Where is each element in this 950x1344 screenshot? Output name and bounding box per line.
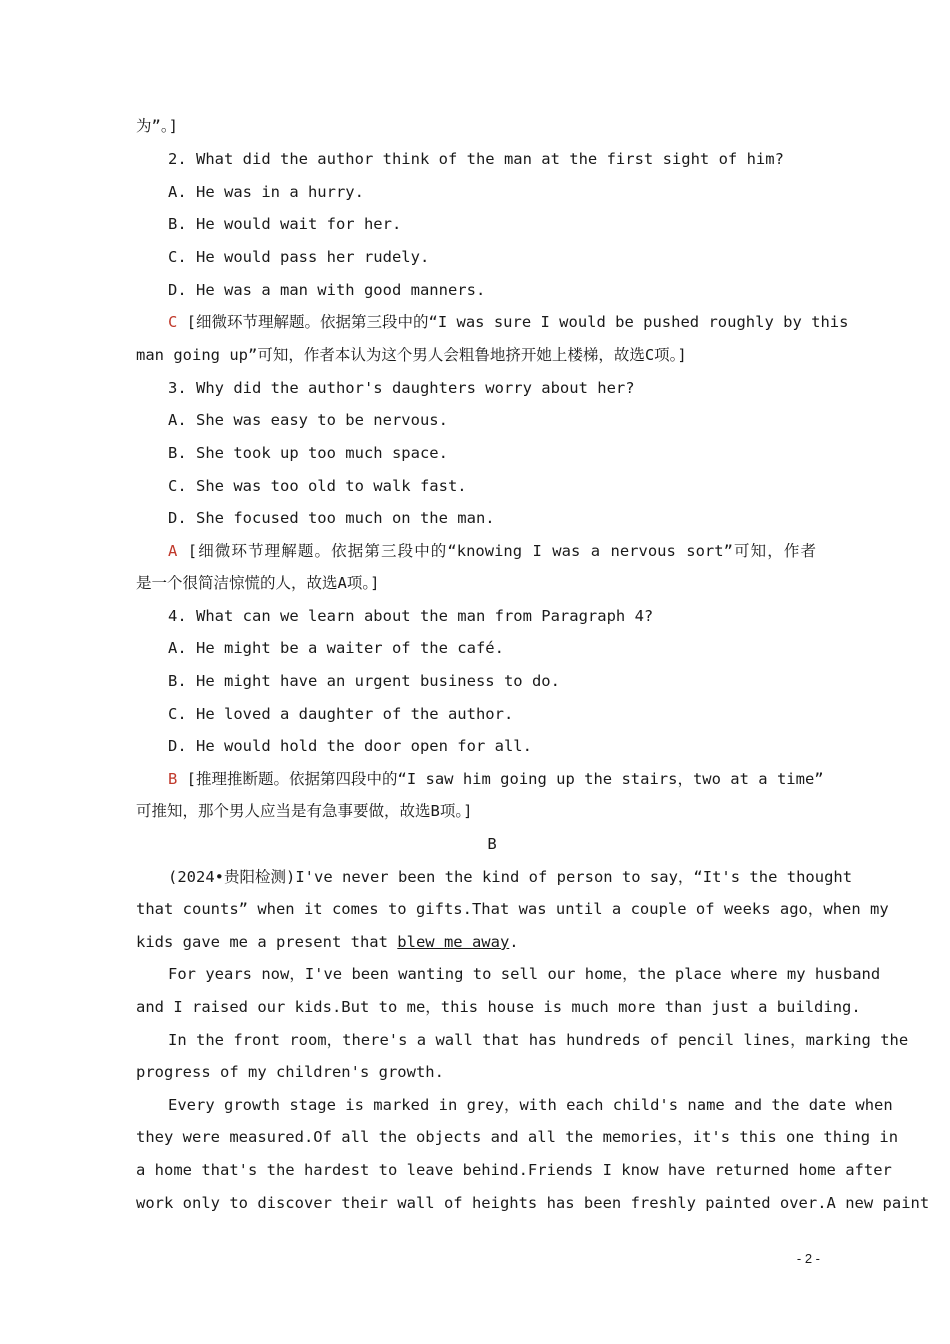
option-2b: B. He would wait for her. (168, 215, 402, 233)
option-2c: C. He would pass her rudely. (168, 248, 430, 266)
option-2a: A. He was in a hurry. (168, 183, 364, 201)
page-number: - 2 - (796, 1251, 820, 1266)
passage-p2-line2: and I raised our kids.But to me，this house is much more than just a building. (136, 998, 861, 1016)
passage-p4-line4: work only to discover their wall of heights has been freshly painted over.A new paint (136, 1194, 930, 1212)
option-3d: D. She focused too much on the man. (168, 509, 495, 527)
explanation-3-line1 (168, 541, 816, 561)
passage-p1-line2: that counts” when it comes to gifts.That was until a couple of weeks ago，when my (136, 900, 889, 918)
passage-p1-line3 (136, 932, 816, 952)
passage-p3-line1: In the front room，there's a wall that has hundreds of pencil lines，marking the (168, 1031, 909, 1049)
underlined-phrase: blew me away (397, 933, 510, 951)
question-3: 3. Why did the author's daughters worry about her? (168, 379, 635, 397)
section-heading: B (487, 835, 497, 853)
option-4b: B. He might have an urgent business to do. (168, 672, 560, 690)
passage-text: . (509, 933, 519, 951)
option-4a: A. He might be a waiter of the café. (168, 639, 504, 657)
question-2: 2. What did the author think of the man at the first sight of him? (168, 150, 784, 168)
passage-p3-line2: progress of my children's growth. (136, 1063, 444, 1081)
explanation-4-line1 (168, 769, 824, 789)
explanation-2-text: [细微环节理解题。依据第三段中的“I was sure I would be pushed roughly by this (177, 313, 849, 331)
answer-4: B (168, 770, 178, 788)
option-4d: D. He would hold the door open for all. (168, 737, 532, 755)
answer-2: C (168, 313, 178, 331)
explanation-3-text: [细微环节理解题。依据第三段中的“knowing I was a nervous sort”可知，作者 (177, 542, 816, 560)
passage-p4-line1: Every growth stage is marked in grey，with each child's name and the date when (168, 1096, 893, 1114)
passage-p4-line2: they were measured.Of all the objects and all the memories，it's this one thing in (136, 1128, 899, 1146)
passage-p2-line1: For years now，I've been wanting to sell our home，the place where my husband (168, 965, 881, 983)
explanation-4-line2: 可推知，那个男人应当是有急事要做，故选B项。] (136, 802, 473, 820)
explanation-2-line1 (168, 312, 849, 332)
passage-text: kids gave me a present that (136, 933, 398, 951)
option-3a: A. She was easy to be nervous. (168, 411, 448, 429)
option-3c: C. She was too old to walk fast. (168, 477, 467, 495)
doc-line: 为”。] (136, 117, 178, 135)
passage-p4-line3: a home that's the hardest to leave behind.Friends I know have returned home after (136, 1161, 892, 1179)
question-4: 4. What can we learn about the man from Paragraph 4? (168, 607, 654, 625)
explanation-2-line2: man going up”可知，作者本认为这个男人会粗鲁地挤开她上楼梯，故选C项。] (136, 346, 687, 364)
answer-3: A (168, 542, 178, 560)
option-3b: B. She took up too much space. (168, 444, 448, 462)
passage-p1-line1: (2024•贵阳检测)I've never been the kind of person to say，“It's the thought (168, 868, 853, 886)
option-2d: D. He was a man with good manners. (168, 281, 486, 299)
explanation-3-line2: 是一个很简洁惊慌的人，故选A项。] (136, 574, 380, 592)
option-4c: C. He loved a daughter of the author. (168, 705, 514, 723)
explanation-4-text: [推理推断题。依据第四段中的“I saw him going up the stairs，two at a time” (177, 770, 824, 788)
